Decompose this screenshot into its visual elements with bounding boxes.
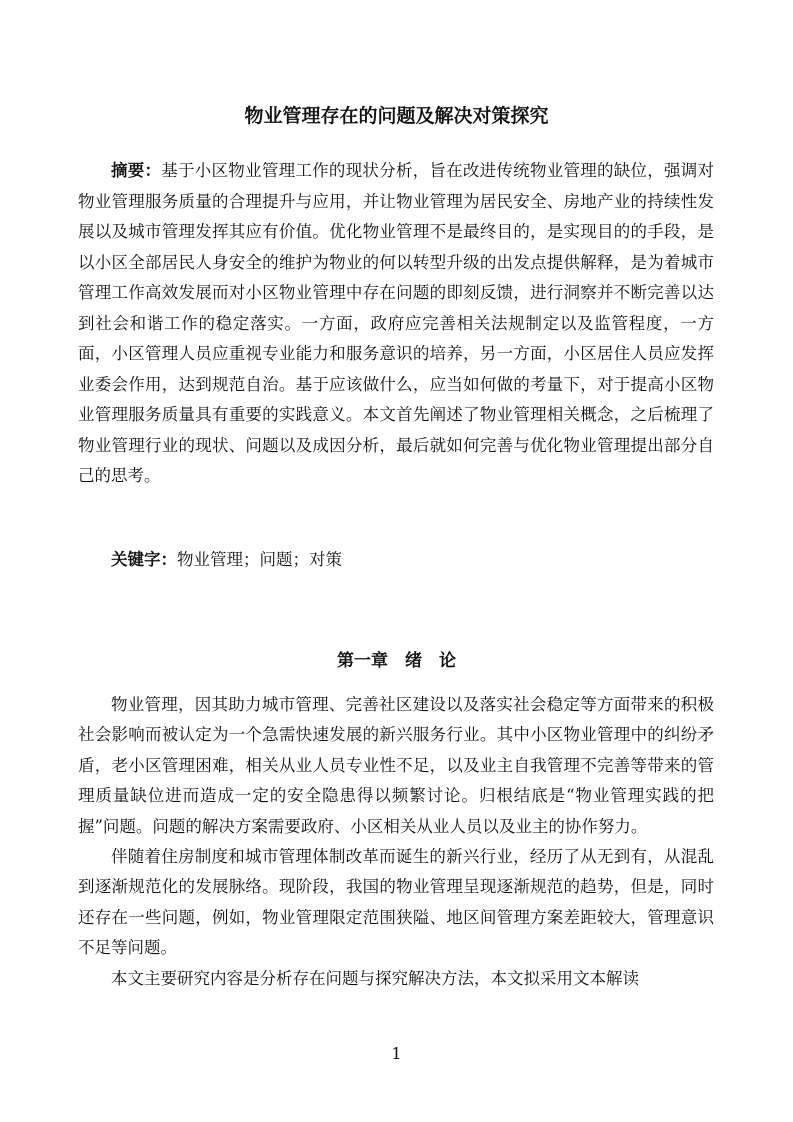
keywords-text: 物业管理；问题；对策 xyxy=(177,550,342,569)
document-title: 物业管理存在的问题及解决对策探究 xyxy=(244,105,549,127)
chapter-heading: 第一章 绪 论 xyxy=(337,651,456,671)
body-paragraph: 伴随着住房制度和城市管理体制改革而诞生的新兴行业，经历了从无到有，从混乱到逐渐规范化的发展脉络。现阶段，我国的物业管理呈现逐渐规范的趋势，但是，同时还存在一些问题，例如，物业管理限定范围狭隘、地区间管理方案差距较大，管理意识不足等问题。 xyxy=(78,847,714,958)
keywords-label: 关键字： xyxy=(111,550,177,569)
abstract xyxy=(78,156,714,492)
body-paragraph: 本文主要研究内容是分析存在问题与探究解决方法，本文拟采用文本解读 xyxy=(111,968,639,988)
keywords xyxy=(111,546,342,574)
abstract-label: 摘要： xyxy=(111,161,162,180)
chapter-body xyxy=(78,690,714,994)
abstract-text: 基于小区物业管理工作的现状分析，旨在改进传统物业管理的缺位，强调对物业管理服务质量的合理提升与应用，并让物业管理为居民安全、房地产业的持续性发展以及城市管理发挥其应有价值。优化物业管理不是最终目的，是实现目的的手段，是以小区全部居民人身安全的维护为物业的何以转型升级的出发点提供解释，是为着城市管理工作高效发展而对小区物业管理中存在问题的即刻反馈，进行洞察并不断完善以达到社会和谐工作的稳定落实。一方面，政府应完善相关法规制定以及监管程度，一方面，小区管理人员应重视专业能力和服务意识的培养，另一方面，小区居住人员应发挥业委会作用，达到规范自治。基于应该做什么，应当如何做的考量下，对于提高小区物业管理服务质量具有重要的实践意义。本文首先阐述了物业管理相关概念，之后梳理了物业管理行业的现状、问题以及成因分析，最后就如何完善与优化物业管理提出部分自己的思考。 xyxy=(78,161,715,485)
body-paragraph: 物业管理，因其助力城市管理、完善社区建设以及落实社会稳定等方面带来的积极社会影响而被认定为一个急需快速发展的新兴服务行业。其中小区物业管理中的纠纷矛盾，老小区管理困难，相关从业人员专业性不足，以及业主自我管理不完善等带来的管理质量缺位进而造成一定的安全隐患得以频繁讨论。归根结底是“物业管理实践的把握”问题。问题的解决方案需要政府、小区相关从业人员以及业主的协作努力。 xyxy=(78,695,714,836)
page-number: 1 xyxy=(391,1044,402,1063)
